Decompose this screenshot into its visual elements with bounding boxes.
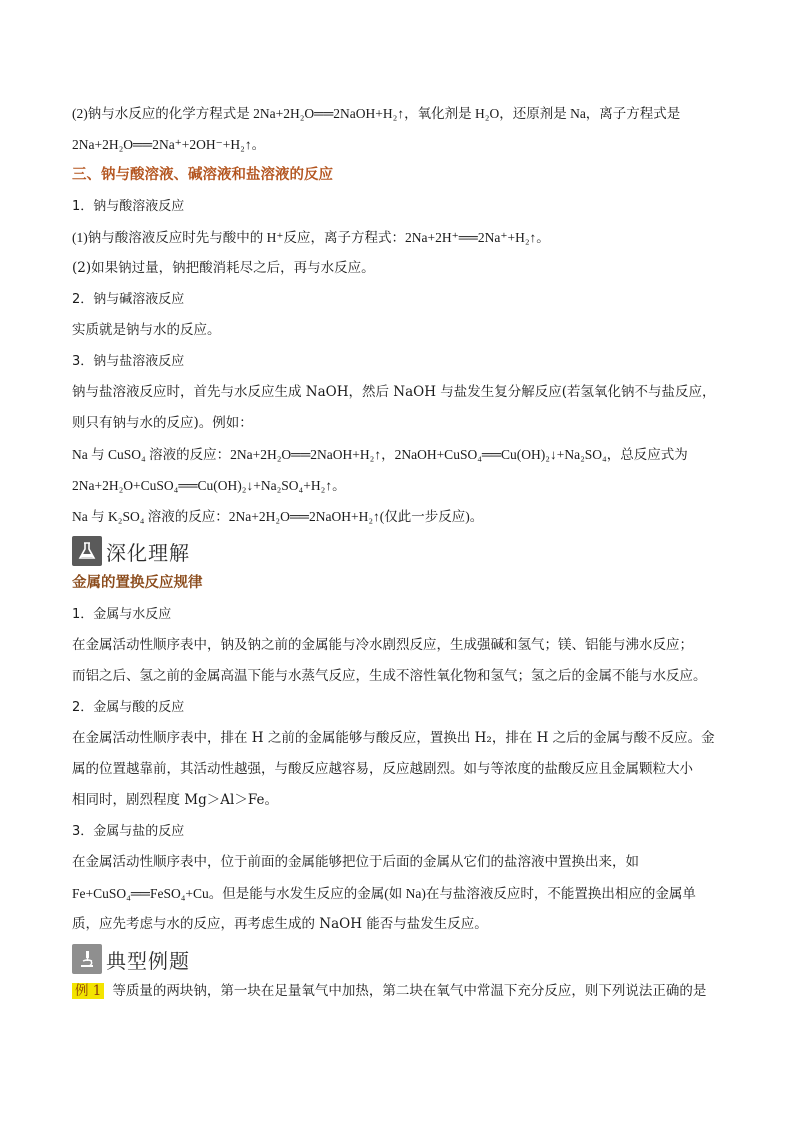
subheading-metal-acid: 2．金属与酸的反应 — [72, 700, 185, 715]
example-text: 等质量的两块钠，第一块在足量氧气中加热，第二块在氧气中常温下充分反应，则下列说法正确的是 — [112, 983, 707, 999]
banner-deep-understanding — [72, 534, 724, 568]
subheading-base: 2．钠与碱溶液反应 — [72, 292, 185, 307]
acid-point-2: (2)如果钠过量，钠把酸消耗尽之后，再与水反应。 — [72, 260, 375, 276]
base-text: 实质就是钠与水的反应。 — [72, 322, 221, 338]
subheading-metal-salt: 3．金属与盐的反应 — [72, 824, 185, 839]
flask-icon — [72, 536, 102, 566]
document-content — [72, 98, 724, 1007]
metal-salt-text-1: 在金属活动性顺序表中，位于前面的金属能够把位于后面的金属从它们的盐溶液中置换出来，如 — [72, 854, 639, 870]
acid-point-1: (1)钠与酸溶液反应时先与酸中的 H⁺反应，离子方程式：2Na+2H⁺══2Na⁺+H₂↑。 — [72, 230, 550, 245]
salt-text-1: 钠与盐溶液反应时，首先与水反应生成 NaOH，然后 NaOH 与盐发生复分解反应(若氢氧化钠不与盐反应， — [72, 384, 716, 400]
banner-title: 典型例题 — [106, 948, 190, 973]
deep-heading: 金属的置换反应规律 — [72, 575, 203, 591]
subheading-acid: 1．钠与酸溶液反应 — [72, 199, 185, 214]
banner-typical-examples — [72, 942, 724, 976]
metal-salt-text-3: 质，应先考虑与水的反应，再考虑生成的 NaOH 能否与盐发生反应。 — [72, 916, 488, 932]
example-1 — [72, 976, 724, 1007]
cuso4-reaction: Na 与 CuSO₄ 溶液的反应：2Na+2H₂O══2NaOH+H₂↑，2NaOH+CuSO₄══Cu(OH)₂↓+Na₂SO₄，总反应式为 — [72, 447, 688, 462]
microscope-icon — [72, 944, 102, 974]
cuso4-total-reaction: 2Na+2H₂O+CuSO₄══Cu(OH)₂↓+Na₂SO₄+H₂↑。 — [72, 478, 346, 493]
subheading-water: 1．金属与水反应 — [72, 607, 172, 622]
salt-text-2: 则只有钠与水的反应)。例如： — [72, 415, 253, 431]
equation-line: (2)钠与水反应的化学方程式是 2Na+2H₂O══2NaOH+H₂↑，氧化剂是 H₂O，还原剂是 Na，离子方程式是 — [72, 106, 681, 121]
k2so4-reaction: Na 与 K₂SO₄ 溶液的反应：2Na+2H₂O══2NaOH+H₂↑(仅此一步反应)。 — [72, 509, 484, 524]
metal-acid-text-3: 相同时，剧烈程度 Mg＞Al＞Fe。 — [72, 792, 278, 808]
metal-acid-text-1: 在金属活动性顺序表中，排在 H 之前的金属能够与酸反应，置换出 H₂，排在 H 之后的金属与酸不反应。金 — [72, 730, 715, 746]
water-text-2: 而铝之后、氢之前的金属高温下能与水蒸气反应，生成不溶性氧化物和氢气；氢之后的金属不能与水反应。 — [72, 668, 707, 684]
subheading-salt: 3．钠与盐溶液反应 — [72, 354, 185, 369]
section-heading-3: 三、钠与酸溶液、碱溶液和盐溶液的反应 — [72, 167, 333, 183]
ionic-equation-line: 2Na+2H₂O══2Na⁺+2OH⁻+H₂↑。 — [72, 137, 266, 152]
metal-acid-text-2: 属的位置越靠前，其活动性越强，与酸反应越容易，反应越剧烈。如与等浓度的盐酸反应且金属颗粒大小 — [72, 761, 693, 777]
metal-salt-text-2: Fe+CuSO₄══FeSO₄+Cu。但是能与水发生反应的金属(如 Na)在与盐溶液反应时，不能置换出相应的金属单 — [72, 886, 696, 901]
water-text-1: 在金属活动性顺序表中，钠及钠之前的金属能与冷水剧烈反应，生成强碱和氢气；镁、铝能与沸水反应； — [72, 637, 693, 653]
banner-title: 深化理解 — [106, 540, 190, 565]
example-tag: 例 1 — [72, 983, 104, 999]
